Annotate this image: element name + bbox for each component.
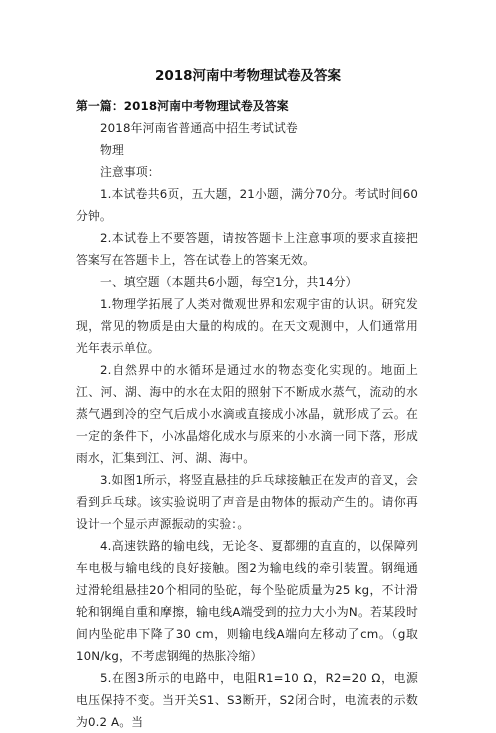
document-title: 2018河南中考物理试卷及答案 [154,68,342,84]
question-1: 1.物理学拓展了人类对微观世界和宏观宇宙的认识。研究发现，常见的物质是由大量的构成的。在天文观测中，人们通常用光年表示单位。 [76,297,418,355]
document-body [76,95,418,733]
notice-item-1: 1.本试卷共6页，五大题，21小题，满分70分。考试时间60分钟。 [76,187,418,223]
part-heading: 一、填空题（本题共6小题，每空1分，共14分） [100,275,358,289]
section-heading: 第一篇：2018河南中考物理试卷及答案 [76,99,289,113]
question-3: 3.如图1所示，将竖直悬挂的乒乓球接触正在发声的音叉，会看到乒乓球。该实验说明了声音是由物体的振动产生的。请你再设计一个显示声源振动的实验：。 [76,473,418,531]
notice-item-2: 2.本试卷上不要答题，请按答题卡上注意事项的要求直接把答案写在答题卡上，答在试卷上的答案无效。 [76,231,418,267]
subject: 物理 [100,143,124,157]
notice-heading: 注意事项： [100,165,160,179]
exam-name: 2018年河南省普通高中招生考试试卷 [100,121,298,135]
question-2: 2.自然界中的水循环是通过水的物态变化实现的。地面上江、河、湖、海中的水在太阳的照射下不断成水蒸气，流动的水蒸气遇到冷的空气后成小水滴或直接成小冰晶，就形成了云。在一定的条件下，小冰晶熔化成水与原来的小水滴一同下落，形成雨水，汇集到江、河、湖、海中。 [76,363,418,465]
question-4: 4.高速铁路的输电线，无论冬、夏都绷的直直的，以保障列车电极与输电线的良好接触。图2为输电线的牵引装置。钢绳通过滑轮组悬挂20个相同的坠砣，每个坠砣质量为25 kg，不计滑轮和钢绳自重和摩擦，输电线A端受到的拉力大小为N。若某段时间内坠砣串下降了30 cm，则输电线A端向左移动了cm。（g取10N/kg，不考虑钢绳的热胀冷缩） [76,539,418,663]
question-5: 5.在图3所示的电路中，电阻R1=10 Ω，R2=20 Ω，电源电压保持不变。当开关S1、S3断开，S2闭合时，电流表的示数为0.2 A。当 [76,671,418,729]
